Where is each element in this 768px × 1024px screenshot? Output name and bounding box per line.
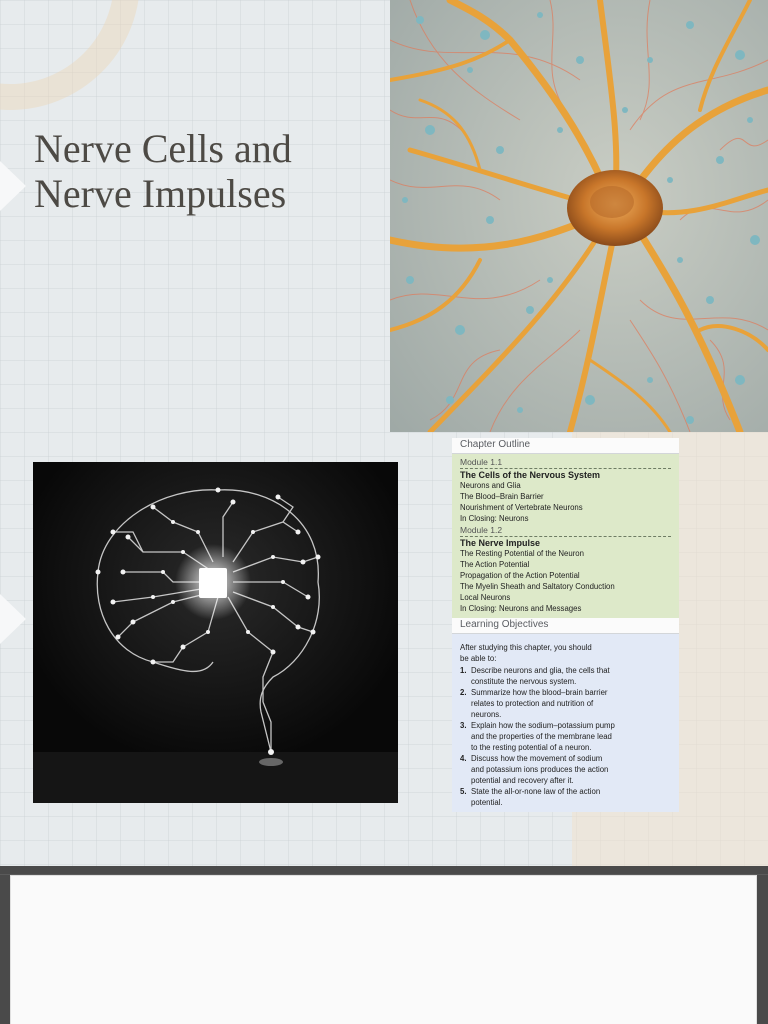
objective-number: 1.	[460, 666, 467, 675]
learning-objectives-section	[452, 634, 679, 812]
objective-text-line: and the properties of the membrane lead	[471, 732, 612, 741]
slide-blank	[0, 874, 768, 1024]
module-block	[460, 525, 671, 614]
module-title: The Cells of the Nervous System	[460, 470, 601, 480]
objective-number: 2.	[460, 688, 467, 697]
circuit-brain-illustration	[33, 462, 398, 803]
objective-item	[460, 665, 671, 687]
outline-item: Local Neurons	[460, 593, 511, 602]
outline-item: Nourishment of Vertebrate Neurons	[460, 503, 583, 512]
outline-item: The Action Potential	[460, 560, 530, 569]
objective-text	[471, 665, 610, 687]
objective-item	[460, 720, 671, 753]
objectives-intro-line-2: be able to:	[460, 654, 497, 663]
objectives-intro	[460, 642, 671, 664]
module-title: The Nerve Impulse	[460, 538, 541, 548]
objective-text-line: potential.	[471, 798, 503, 807]
objective-item	[460, 687, 671, 720]
outline-item: In Closing: Neurons and Messages	[460, 604, 582, 613]
objective-text-line: to the resting potential of a neuron.	[471, 743, 592, 752]
objective-number: 5.	[460, 787, 467, 796]
chapter-outline-header: Chapter Outline	[452, 438, 679, 454]
slide-title	[34, 126, 292, 216]
objective-text-line: Describe neurons and glia, the cells that	[471, 666, 610, 675]
objective-text	[471, 786, 600, 808]
objective-text-line: constitute the nervous system.	[471, 677, 577, 686]
chapter-outline-panel	[452, 438, 679, 828]
objective-text-line: and potassium ions produces the action	[471, 765, 609, 774]
slide-title-page	[0, 0, 768, 432]
objective-text-line: neurons.	[471, 710, 502, 719]
outline-item: The Blood–Brain Barrier	[460, 492, 544, 501]
learning-objectives-header: Learning Objectives	[452, 618, 679, 634]
objective-text	[471, 753, 608, 786]
outline-item: Neurons and Glia	[460, 481, 521, 490]
objective-text-line: Explain how the sodium–potassium pump	[471, 721, 615, 730]
objective-number: 4.	[460, 754, 467, 763]
objective-text-line: Summarize how the blood–brain barrier	[471, 688, 608, 697]
module-block	[460, 457, 671, 524]
decorative-arc	[0, 0, 140, 110]
blank-slide-canvas	[10, 875, 757, 1024]
objective-text-line: Discuss how the movement of sodium	[471, 754, 603, 763]
slide-title-line-2: Nerve Impulses	[34, 171, 287, 216]
objective-text-line: potential and recovery after it.	[471, 776, 574, 785]
module-label: Module 1.1	[460, 457, 671, 469]
outline-item: In Closing: Neurons	[460, 514, 529, 523]
module-label: Module 1.2	[460, 525, 671, 537]
outline-item: The Myelin Sheath and Saltatory Conduction	[460, 582, 615, 591]
objective-text-line: State the all-or-none law of the action	[471, 787, 601, 796]
slide-title-line-1: Nerve Cells and	[34, 126, 292, 171]
outline-item: The Resting Potential of the Neuron	[460, 549, 584, 558]
slide-separator	[0, 866, 768, 874]
objective-number: 3.	[460, 721, 467, 730]
slide-chevron-marker	[0, 161, 26, 211]
objective-item	[460, 786, 671, 808]
objective-item	[460, 753, 671, 786]
slide-chevron-marker	[0, 594, 26, 644]
modules-section	[452, 454, 679, 618]
outline-item: Propagation of the Action Potential	[460, 571, 580, 580]
objective-text-line: relates to protection and nutrition of	[471, 699, 594, 708]
objectives-intro-line-1: After studying this chapter, you should	[460, 643, 592, 652]
neuron-illustration	[390, 0, 768, 432]
slide-chapter-outline	[0, 432, 768, 866]
objective-text	[471, 687, 608, 720]
objective-text	[471, 720, 615, 753]
